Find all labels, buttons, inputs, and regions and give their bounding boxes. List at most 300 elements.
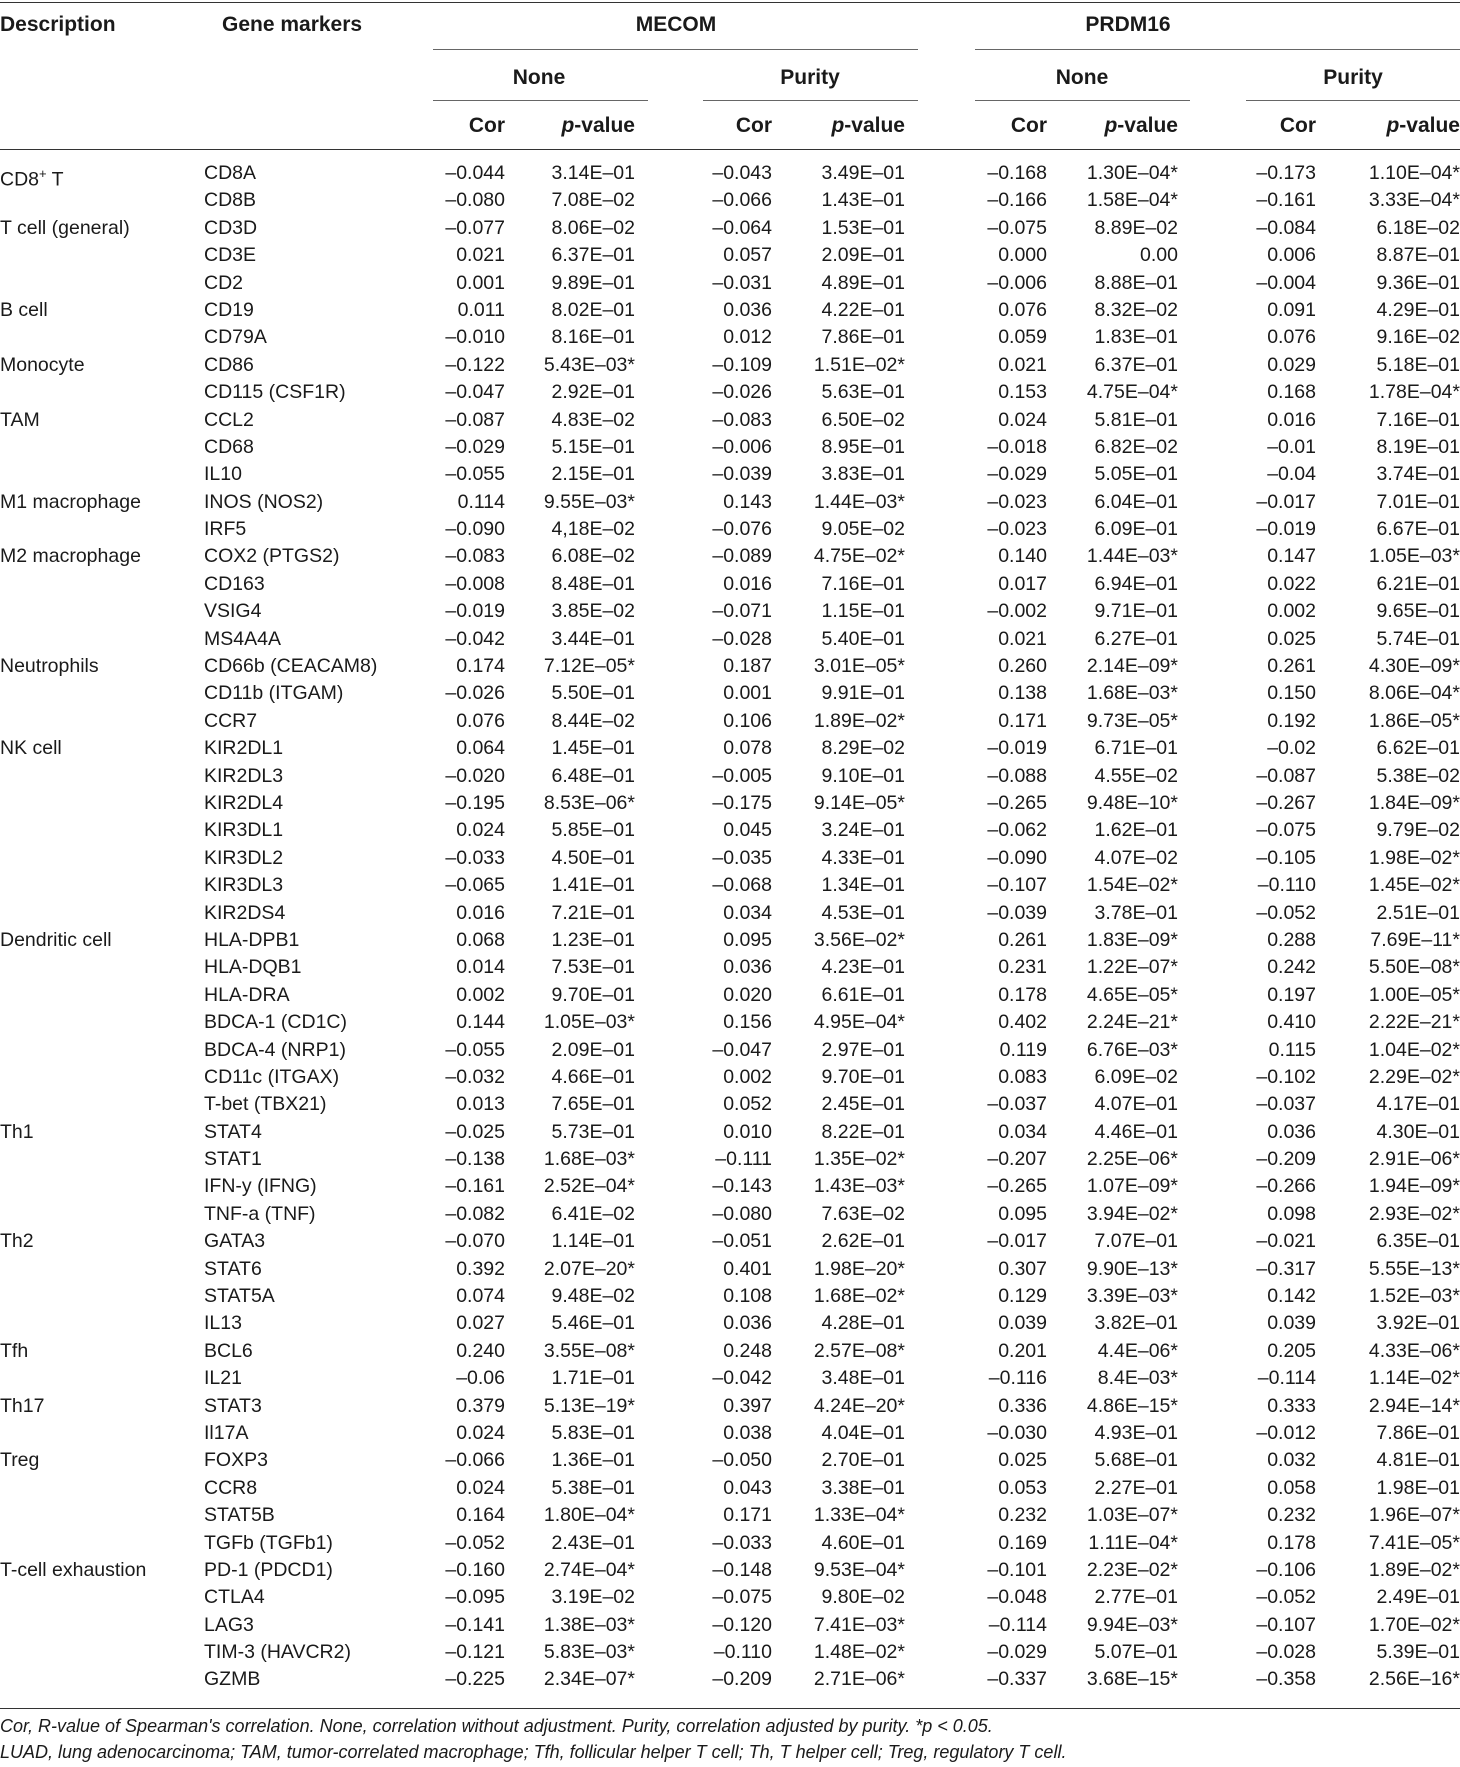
cell-mecom-purity-pvalue: 2.97E–01 xyxy=(821,1038,905,1061)
cell-mecom-none-pvalue: 3.55E–08* xyxy=(543,1339,635,1362)
cell-prdm16-purity-pvalue: 7.69E–11* xyxy=(1370,928,1460,951)
cell-prdm16-purity-cor: 0.032 xyxy=(1267,1449,1316,1472)
cell-prdm16-purity-pvalue: 4.81E–01 xyxy=(1376,1449,1460,1472)
cell-mecom-purity-pvalue: 2.57E–08* xyxy=(813,1339,905,1362)
cell-gene-marker: IFN-y (IFNG) xyxy=(204,1175,317,1198)
cell-prdm16-none-pvalue: 1.54E–02* xyxy=(1086,874,1178,897)
cell-mecom-none-cor: 0.068 xyxy=(456,928,505,951)
table-row xyxy=(0,489,1460,516)
cell-mecom-purity-pvalue: 3.49E–01 xyxy=(821,162,905,184)
cell-mecom-none-pvalue: 4.50E–01 xyxy=(551,846,635,869)
cell-prdm16-purity-cor: 0.029 xyxy=(1267,353,1316,376)
cell-mecom-none-pvalue: 3.19E–02 xyxy=(551,1586,635,1609)
cell-mecom-none-pvalue: 8.02E–01 xyxy=(551,298,635,321)
cell-gene-marker: STAT3 xyxy=(204,1394,262,1417)
cell-mecom-purity-cor: 0.036 xyxy=(723,298,772,321)
cell-mecom-none-cor: –0.121 xyxy=(445,1641,505,1664)
cell-prdm16-none-cor: 0.178 xyxy=(998,983,1047,1006)
cell-prdm16-purity-pvalue: 1.98E–02* xyxy=(1368,846,1460,869)
cell-prdm16-purity-cor: –0.01 xyxy=(1267,435,1316,458)
cell-prdm16-none-cor: 0.171 xyxy=(998,709,1047,732)
cell-prdm16-purity-cor: 0.016 xyxy=(1267,408,1316,431)
cell-prdm16-none-cor: 0.034 xyxy=(998,1120,1047,1143)
cell-mecom-purity-cor: 0.002 xyxy=(723,1065,772,1088)
header-pvalue-1: p-value xyxy=(561,114,635,137)
cell-prdm16-purity-cor: –0.052 xyxy=(1256,1586,1316,1609)
header-mecom-purity: Purity xyxy=(780,66,840,89)
cell-description: Th17 xyxy=(0,1394,45,1417)
cell-mecom-purity-cor: 0.052 xyxy=(723,1093,772,1116)
table-row xyxy=(0,1475,1460,1502)
cell-mecom-purity-cor: –0.039 xyxy=(712,463,772,486)
table-row xyxy=(0,1447,1460,1474)
cell-mecom-none-cor: –0.083 xyxy=(445,545,505,568)
cell-prdm16-none-cor: –0.006 xyxy=(987,271,1047,294)
table-row xyxy=(0,626,1460,653)
cell-prdm16-none-pvalue: 6.27E–01 xyxy=(1094,627,1178,650)
cell-prdm16-purity-pvalue: 6.67E–01 xyxy=(1376,518,1460,541)
cell-description: T-cell exhaustion xyxy=(0,1558,147,1581)
cell-mecom-none-cor: –0.161 xyxy=(445,1175,505,1198)
cell-gene-marker: CCR7 xyxy=(204,709,258,732)
cell-mecom-none-pvalue: 7.21E–01 xyxy=(551,901,635,924)
cell-prdm16-purity-cor: 0.178 xyxy=(1267,1531,1316,1554)
cell-mecom-purity-pvalue: 2.09E–01 xyxy=(821,244,905,267)
cell-prdm16-purity-cor: 0.242 xyxy=(1267,956,1316,979)
table-row xyxy=(0,982,1460,1009)
cell-prdm16-none-pvalue: 2.77E–01 xyxy=(1094,1586,1178,1609)
cell-prdm16-purity-pvalue: 6.35E–01 xyxy=(1376,1230,1460,1253)
cell-mecom-purity-pvalue: 1.35E–02* xyxy=(813,1148,905,1171)
cell-mecom-none-cor: –0.090 xyxy=(445,518,505,541)
cell-gene-marker: CCL2 xyxy=(204,408,254,431)
cell-prdm16-none-cor: –0.166 xyxy=(987,189,1047,212)
cell-prdm16-purity-pvalue: 1.78E–04* xyxy=(1368,381,1460,404)
cell-mecom-purity-cor: 0.038 xyxy=(723,1421,772,1444)
cell-gene-marker: Il17A xyxy=(204,1421,249,1444)
cell-mecom-purity-cor: 0.078 xyxy=(723,737,772,760)
cell-mecom-purity-cor: –0.209 xyxy=(712,1668,772,1691)
cell-mecom-none-cor: 0.011 xyxy=(457,298,505,321)
cell-mecom-purity-cor: –0.028 xyxy=(712,627,772,650)
cell-mecom-purity-cor: 0.187 xyxy=(723,655,772,678)
cell-prdm16-none-cor: –0.017 xyxy=(987,1230,1047,1253)
cell-description: B cell xyxy=(0,298,48,321)
cell-prdm16-purity-pvalue: 3.33E–04* xyxy=(1368,189,1460,212)
cell-mecom-none-cor: –0.082 xyxy=(445,1202,505,1225)
cell-mecom-none-pvalue: 7.65E–01 xyxy=(551,1093,635,1116)
footnote-2: LUAD, lung adenocarcinoma; TAM, tumor-correlated macrophage; Tfh, follicular helper T cell; Th, T helper cell; Treg, regulatory T cell. xyxy=(0,1742,1067,1762)
cell-prdm16-purity-cor: –0.267 xyxy=(1256,791,1316,814)
cell-mecom-purity-cor: 0.043 xyxy=(723,1476,772,1499)
cell-prdm16-purity-cor: –0.105 xyxy=(1256,846,1316,869)
cell-prdm16-purity-cor: 0.168 xyxy=(1267,381,1316,404)
header-cor-3: Cor xyxy=(1010,114,1047,137)
cell-mecom-purity-pvalue: 4.95E–04* xyxy=(813,1011,905,1034)
cell-prdm16-none-pvalue: 6.71E–01 xyxy=(1094,737,1178,760)
cell-gene-marker: CD8A xyxy=(204,162,257,184)
cell-prdm16-none-cor: 0.261 xyxy=(998,928,1047,951)
cell-mecom-purity-pvalue: 8.22E–01 xyxy=(821,1120,905,1143)
cell-mecom-none-pvalue: 9.48E–02 xyxy=(551,1285,635,1308)
cell-prdm16-purity-cor: 0.115 xyxy=(1268,1038,1316,1061)
cell-mecom-purity-cor: –0.076 xyxy=(712,518,772,541)
cell-prdm16-none-cor: –0.002 xyxy=(987,600,1047,623)
cell-mecom-none-cor: 0.076 xyxy=(456,709,505,732)
table-row xyxy=(0,571,1460,598)
cell-prdm16-purity-pvalue: 2.56E–16* xyxy=(1368,1668,1460,1691)
table-row xyxy=(0,954,1460,981)
cell-prdm16-purity-cor: 0.261 xyxy=(1267,655,1316,678)
cell-prdm16-purity-cor: 0.022 xyxy=(1267,572,1316,595)
cell-mecom-none-cor: 0.164 xyxy=(456,1504,505,1527)
cell-prdm16-none-pvalue: 5.05E–01 xyxy=(1094,463,1178,486)
cell-gene-marker: LAG3 xyxy=(204,1613,254,1636)
cell-mecom-none-cor: –0.225 xyxy=(445,1668,505,1691)
cell-mecom-purity-pvalue: 6.50E–02 xyxy=(821,408,905,431)
cell-prdm16-purity-cor: –0.110 xyxy=(1257,874,1316,897)
cell-prdm16-purity-pvalue: 2.29E–02* xyxy=(1368,1065,1460,1088)
cell-prdm16-none-pvalue: 9.48E–10* xyxy=(1086,791,1178,814)
cell-prdm16-purity-cor: 0.333 xyxy=(1267,1394,1316,1417)
cell-prdm16-purity-pvalue: 2.49E–01 xyxy=(1376,1586,1460,1609)
cell-prdm16-none-pvalue: 6.37E–01 xyxy=(1094,353,1178,376)
cell-mecom-purity-pvalue: 5.40E–01 xyxy=(821,627,905,650)
cell-mecom-purity-pvalue: 3.56E–02* xyxy=(813,928,905,951)
cell-prdm16-purity-cor: 0.192 xyxy=(1267,709,1316,732)
cell-mecom-purity-cor: 0.034 xyxy=(723,901,772,924)
cell-mecom-none-pvalue: 8.16E–01 xyxy=(551,326,635,349)
cell-prdm16-purity-pvalue: 7.41E–05* xyxy=(1368,1531,1460,1554)
cell-mecom-purity-pvalue: 8.29E–02 xyxy=(821,737,905,760)
cell-mecom-none-cor: –0.047 xyxy=(445,381,505,404)
cell-mecom-purity-pvalue: 3.01E–05* xyxy=(813,655,905,678)
cell-mecom-purity-pvalue: 4.75E–02* xyxy=(813,545,905,568)
cell-mecom-none-cor: –0.077 xyxy=(445,216,505,239)
cell-prdm16-none-pvalue: 8.32E–02 xyxy=(1094,298,1178,321)
cell-prdm16-none-pvalue: 5.07E–01 xyxy=(1094,1641,1178,1664)
cell-gene-marker: KIR2DL3 xyxy=(204,764,284,787)
cell-prdm16-none-pvalue: 5.81E–01 xyxy=(1094,408,1178,431)
cell-mecom-purity-pvalue: 7.41E–03* xyxy=(813,1613,905,1636)
cell-mecom-none-pvalue: 6.37E–01 xyxy=(551,244,635,267)
cell-prdm16-purity-cor: –0.317 xyxy=(1256,1257,1316,1280)
cell-mecom-none-pvalue: 4.66E–01 xyxy=(551,1065,635,1088)
cell-prdm16-purity-pvalue: 6.62E–01 xyxy=(1376,737,1460,760)
cell-mecom-purity-cor: –0.033 xyxy=(712,1531,772,1554)
table-row xyxy=(0,1037,1460,1064)
cell-prdm16-purity-cor: 0.232 xyxy=(1267,1504,1316,1527)
cell-prdm16-none-pvalue: 1.03E–07* xyxy=(1086,1504,1178,1527)
cell-prdm16-purity-pvalue: 2.94E–14* xyxy=(1368,1394,1460,1417)
cell-mecom-purity-pvalue: 4.23E–01 xyxy=(821,956,905,979)
table-row xyxy=(0,461,1460,488)
cell-prdm16-purity-pvalue: 3.74E–01 xyxy=(1376,463,1460,486)
cell-prdm16-purity-pvalue: 7.16E–01 xyxy=(1376,408,1460,431)
cell-gene-marker: VSIG4 xyxy=(204,600,262,623)
table-row xyxy=(0,215,1460,242)
table-row xyxy=(0,1557,1460,1584)
cell-mecom-purity-pvalue: 1.33E–04* xyxy=(813,1504,905,1527)
cell-prdm16-none-pvalue: 6.94E–01 xyxy=(1094,572,1178,595)
cell-prdm16-none-pvalue: 1.83E–01 xyxy=(1094,326,1178,349)
cell-gene-marker: TNF-a (TNF) xyxy=(204,1202,316,1225)
cell-gene-marker: IL21 xyxy=(204,1367,242,1390)
cell-mecom-none-cor: 0.074 xyxy=(456,1285,505,1308)
cell-mecom-none-pvalue: 4.83E–02 xyxy=(551,408,635,431)
cell-prdm16-purity-cor: 0.036 xyxy=(1267,1120,1316,1143)
cell-mecom-purity-pvalue: 2.62E–01 xyxy=(821,1230,905,1253)
table-row xyxy=(0,1530,1460,1557)
cell-prdm16-purity-pvalue: 2.93E–02* xyxy=(1368,1202,1460,1225)
cell-gene-marker: IRF5 xyxy=(204,518,247,541)
cell-mecom-purity-pvalue: 9.14E–05* xyxy=(813,791,905,814)
header-pvalue-3: p-value xyxy=(1104,114,1178,137)
cell-mecom-purity-pvalue: 1.51E–02* xyxy=(813,353,905,376)
cell-gene-marker: T-bet (TBX21) xyxy=(204,1093,327,1116)
table-row xyxy=(0,735,1460,762)
cell-mecom-purity-cor: –0.111 xyxy=(715,1148,772,1171)
cell-mecom-purity-cor: 0.143 xyxy=(723,490,772,513)
cell-prdm16-none-cor: –0.265 xyxy=(987,1175,1047,1198)
cell-mecom-none-pvalue: 1.71E–01 xyxy=(551,1367,635,1390)
cell-prdm16-purity-cor: –0.358 xyxy=(1256,1668,1316,1691)
cell-description: Treg xyxy=(0,1449,40,1472)
cell-prdm16-none-pvalue: 2.25E–06* xyxy=(1086,1148,1178,1171)
top-rule xyxy=(0,2,1460,3)
header-prdm16: PRDM16 xyxy=(1085,13,1171,36)
cell-mecom-none-cor: –0.033 xyxy=(445,846,505,869)
cell-prdm16-none-cor: –0.337 xyxy=(987,1668,1047,1691)
cell-gene-marker: STAT5A xyxy=(204,1285,275,1308)
table-row xyxy=(0,817,1460,844)
cell-prdm16-none-cor: –0.107 xyxy=(987,874,1047,897)
header-cor-4: Cor xyxy=(1279,114,1316,137)
cell-prdm16-none-pvalue: 9.71E–01 xyxy=(1094,600,1178,623)
cell-prdm16-purity-pvalue: 1.89E–02* xyxy=(1368,1558,1460,1581)
cell-prdm16-purity-cor: –0.106 xyxy=(1256,1558,1316,1581)
cell-prdm16-none-pvalue: 4.75E–04* xyxy=(1086,381,1178,404)
cell-mecom-none-cor: –0.160 xyxy=(445,1558,505,1581)
cell-mecom-purity-pvalue: 7.16E–01 xyxy=(821,572,905,595)
cell-gene-marker: KIR2DS4 xyxy=(204,901,286,924)
cell-mecom-purity-cor: –0.043 xyxy=(712,162,772,184)
cell-prdm16-none-cor: 0.169 xyxy=(998,1531,1047,1554)
cell-mecom-none-cor: –0.025 xyxy=(445,1120,505,1143)
cell-mecom-none-cor: –0.06 xyxy=(456,1367,505,1390)
mecom-none-underline xyxy=(433,100,648,101)
cell-gene-marker: BDCA-4 (NRP1) xyxy=(204,1038,346,1061)
cell-mecom-none-cor: –0.066 xyxy=(445,1449,505,1472)
cell-mecom-purity-cor: 0.045 xyxy=(723,819,772,842)
cell-mecom-purity-pvalue: 1.34E–01 xyxy=(821,874,905,897)
cell-prdm16-purity-pvalue: 7.01E–01 xyxy=(1376,490,1460,513)
cell-mecom-purity-cor: 0.036 xyxy=(723,1312,772,1335)
cell-prdm16-none-cor: –0.062 xyxy=(987,819,1047,842)
table-row xyxy=(0,297,1460,324)
cell-mecom-purity-cor: –0.005 xyxy=(712,764,772,787)
cell-prdm16-none-pvalue: 4.46E–01 xyxy=(1094,1120,1178,1143)
cell-prdm16-purity-pvalue: 1.00E–05* xyxy=(1368,983,1460,1006)
cell-mecom-none-pvalue: 1.36E–01 xyxy=(551,1449,635,1472)
cell-prdm16-purity-cor: –0.019 xyxy=(1256,518,1316,541)
table-row xyxy=(0,790,1460,817)
cell-mecom-none-cor: 0.013 xyxy=(456,1093,505,1116)
header-pvalue-2: p-value xyxy=(831,114,905,137)
table-row xyxy=(0,1666,1460,1693)
cell-mecom-purity-pvalue: 9.53E–04* xyxy=(813,1558,905,1581)
table-row xyxy=(0,1283,1460,1310)
cell-mecom-purity-pvalue: 1.98E–20* xyxy=(813,1257,905,1280)
cell-mecom-purity-cor: –0.075 xyxy=(712,1586,772,1609)
table-row xyxy=(0,270,1460,297)
cell-mecom-none-pvalue: 9.55E–03* xyxy=(543,490,635,513)
cell-prdm16-none-cor: 0.076 xyxy=(998,298,1047,321)
cell-prdm16-none-cor: –0.265 xyxy=(987,791,1047,814)
cell-prdm16-none-pvalue: 4.65E–05* xyxy=(1086,983,1178,1006)
cell-gene-marker: CD86 xyxy=(204,353,254,376)
cell-prdm16-purity-pvalue: 1.84E–09* xyxy=(1368,791,1460,814)
cell-mecom-none-pvalue: 2.07E–20* xyxy=(543,1257,635,1280)
cell-mecom-none-pvalue: 5.85E–01 xyxy=(551,819,635,842)
cell-mecom-none-cor: –0.032 xyxy=(445,1065,505,1088)
cell-prdm16-none-pvalue: 3.68E–15* xyxy=(1086,1668,1178,1691)
cell-mecom-purity-pvalue: 4.24E–20* xyxy=(813,1394,905,1417)
cell-mecom-purity-cor: –0.109 xyxy=(712,353,772,376)
cell-mecom-purity-pvalue: 4.89E–01 xyxy=(821,271,905,294)
cell-prdm16-none-pvalue: 1.83E–09* xyxy=(1086,928,1178,951)
cell-mecom-purity-cor: –0.175 xyxy=(712,791,772,814)
header-rule xyxy=(0,149,1460,150)
table-row xyxy=(0,407,1460,434)
cell-mecom-purity-pvalue: 1.53E–01 xyxy=(821,216,905,239)
cell-gene-marker: TIM-3 (HAVCR2) xyxy=(204,1641,351,1664)
cell-mecom-purity-cor: 0.020 xyxy=(723,983,772,1006)
cell-mecom-none-pvalue: 2.09E–01 xyxy=(551,1038,635,1061)
cell-prdm16-none-cor: –0.029 xyxy=(987,1641,1047,1664)
cell-mecom-purity-pvalue: 6.61E–01 xyxy=(821,983,905,1006)
cell-prdm16-purity-cor: –0.052 xyxy=(1256,901,1316,924)
cell-prdm16-purity-pvalue: 2.22E–21* xyxy=(1368,1011,1460,1034)
cell-mecom-none-cor: –0.138 xyxy=(445,1148,505,1171)
cell-mecom-none-cor: 0.002 xyxy=(456,983,505,1006)
cell-gene-marker: TGFb (TGFb1) xyxy=(204,1531,333,1554)
cell-mecom-purity-pvalue: 2.45E–01 xyxy=(821,1093,905,1116)
cell-prdm16-none-pvalue: 3.82E–01 xyxy=(1094,1312,1178,1335)
cell-prdm16-none-cor: 0.095 xyxy=(998,1202,1047,1225)
cell-mecom-none-pvalue: 5.38E–01 xyxy=(551,1476,635,1499)
cell-mecom-none-cor: –0.122 xyxy=(445,353,505,376)
cell-mecom-purity-pvalue: 9.91E–01 xyxy=(821,682,905,705)
cell-prdm16-none-pvalue: 6.09E–02 xyxy=(1094,1065,1178,1088)
cell-mecom-purity-cor: –0.083 xyxy=(712,408,772,431)
cell-prdm16-purity-pvalue: 1.98E–01 xyxy=(1376,1476,1460,1499)
cell-prdm16-none-cor: 0.260 xyxy=(998,655,1047,678)
table-row xyxy=(0,187,1460,214)
cell-gene-marker: HLA-DQB1 xyxy=(204,956,302,979)
cell-prdm16-none-pvalue: 8.89E–02 xyxy=(1094,216,1178,239)
cell-prdm16-purity-pvalue: 1.52E–03* xyxy=(1368,1285,1460,1308)
cell-prdm16-none-pvalue: 3.39E–03* xyxy=(1086,1285,1178,1308)
cell-mecom-none-cor: –0.020 xyxy=(445,764,505,787)
cell-mecom-none-pvalue: 9.89E–01 xyxy=(551,271,635,294)
cell-mecom-purity-pvalue: 1.15E–01 xyxy=(821,600,905,623)
cell-mecom-none-cor: –0.070 xyxy=(445,1230,505,1253)
cell-mecom-purity-cor: 0.156 xyxy=(723,1011,772,1034)
header-prdm16-none: None xyxy=(1055,66,1109,89)
table-row xyxy=(0,763,1460,790)
cell-mecom-purity-pvalue: 3.38E–01 xyxy=(821,1476,905,1499)
cell-mecom-purity-pvalue: 1.48E–02* xyxy=(813,1641,905,1664)
cell-mecom-purity-pvalue: 1.43E–03* xyxy=(813,1175,905,1198)
cell-prdm16-purity-cor: 0.002 xyxy=(1267,600,1316,623)
cell-mecom-none-pvalue: 5.50E–01 xyxy=(551,682,635,705)
cell-mecom-purity-pvalue: 9.10E–01 xyxy=(821,764,905,787)
cell-prdm16-purity-cor: 0.142 xyxy=(1267,1285,1316,1308)
cell-mecom-purity-cor: –0.050 xyxy=(712,1449,772,1472)
cell-prdm16-purity-pvalue: 9.79E–02 xyxy=(1376,819,1460,842)
cell-mecom-none-cor: 0.024 xyxy=(456,1421,505,1444)
cell-prdm16-none-pvalue: 1.22E–07* xyxy=(1086,956,1178,979)
cell-prdm16-none-pvalue: 1.07E–09* xyxy=(1086,1175,1178,1198)
table-row xyxy=(0,516,1460,543)
table-row xyxy=(0,242,1460,269)
cell-gene-marker: STAT1 xyxy=(204,1148,262,1171)
cell-prdm16-none-pvalue: 9.73E–05* xyxy=(1086,709,1178,732)
cell-prdm16-none-cor: 0.025 xyxy=(998,1449,1047,1472)
cell-mecom-none-cor: 0.392 xyxy=(456,1257,505,1280)
cell-prdm16-purity-pvalue: 4.17E–01 xyxy=(1376,1093,1460,1116)
cell-mecom-none-cor: –0.044 xyxy=(445,162,505,184)
cell-gene-marker: CD8B xyxy=(204,189,257,212)
cell-prdm16-none-pvalue: 3.94E–02* xyxy=(1086,1202,1178,1225)
cell-prdm16-none-cor: 0.129 xyxy=(998,1285,1047,1308)
cell-gene-marker: BDCA-1 (CD1C) xyxy=(204,1011,348,1034)
cell-mecom-purity-cor: –0.031 xyxy=(712,271,772,294)
cell-prdm16-purity-cor: 0.147 xyxy=(1267,545,1316,568)
cell-prdm16-none-cor: 0.021 xyxy=(998,353,1047,376)
cell-description: M1 macrophage xyxy=(0,490,141,513)
cell-prdm16-none-cor: 0.000 xyxy=(998,244,1047,267)
cell-gene-marker: FOXP3 xyxy=(204,1449,268,1472)
cell-mecom-purity-pvalue: 4.22E–01 xyxy=(821,298,905,321)
cell-gene-marker: IL10 xyxy=(204,463,242,486)
cell-mecom-none-pvalue: 5.83E–01 xyxy=(551,1421,635,1444)
cell-mecom-none-cor: –0.029 xyxy=(445,435,505,458)
cell-prdm16-purity-cor: –0.266 xyxy=(1256,1175,1316,1198)
cell-prdm16-none-cor: 0.307 xyxy=(998,1257,1047,1280)
table-row xyxy=(0,1502,1460,1529)
cell-prdm16-none-cor: 0.119 xyxy=(999,1038,1047,1061)
cell-mecom-none-cor: 0.014 xyxy=(456,956,505,979)
header-description: Description xyxy=(0,13,116,36)
cell-prdm16-none-pvalue: 8.4E–03* xyxy=(1097,1367,1178,1390)
cell-prdm16-purity-pvalue: 1.14E–02* xyxy=(1368,1367,1460,1390)
cell-mecom-purity-pvalue: 1.68E–02* xyxy=(813,1285,905,1308)
cell-prdm16-none-cor: –0.090 xyxy=(987,846,1047,869)
header-prdm16-purity: Purity xyxy=(1323,66,1383,89)
cell-prdm16-purity-cor: –0.114 xyxy=(1257,1367,1316,1390)
cell-prdm16-none-cor: –0.019 xyxy=(987,737,1047,760)
cell-mecom-none-cor: –0.087 xyxy=(445,408,505,431)
cell-prdm16-none-pvalue: 6.04E–01 xyxy=(1094,490,1178,513)
table-row xyxy=(0,160,1460,191)
cell-mecom-purity-cor: 0.171 xyxy=(723,1504,772,1527)
cell-mecom-purity-pvalue: 3.83E–01 xyxy=(821,463,905,486)
cell-mecom-none-pvalue: 2.15E–01 xyxy=(551,463,635,486)
header-cor-1: Cor xyxy=(468,114,505,137)
cell-prdm16-purity-pvalue: 1.10E–04* xyxy=(1368,162,1460,184)
